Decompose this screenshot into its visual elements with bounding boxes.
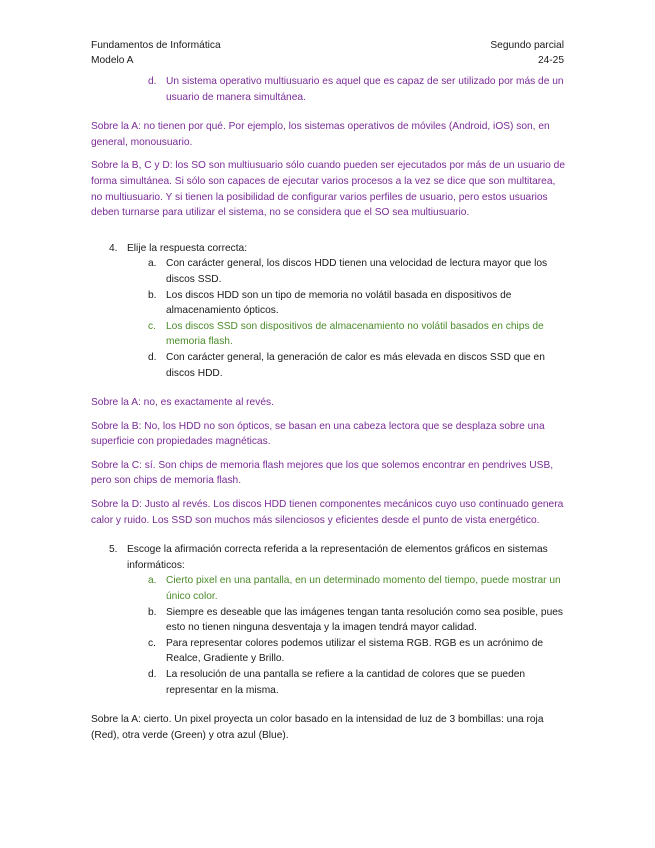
option-marker: d. bbox=[148, 351, 157, 363]
option-marker: d. bbox=[148, 76, 157, 87]
option-text: Cierto pixel en una pantalla, en un determinado momento del tiempo, puede mostrar un único color. bbox=[166, 575, 561, 603]
header-right bbox=[490, 38, 564, 68]
document-body bbox=[91, 74, 565, 743]
course-title: Fundamentos de Informática bbox=[91, 40, 221, 51]
q5-options bbox=[130, 573, 565, 698]
question-number: 5. bbox=[109, 544, 118, 556]
header-left bbox=[91, 38, 221, 68]
q5-option-d bbox=[148, 667, 565, 698]
q5-feedback-a: Sobre la A: cierto. Un pixel proyecta un color basado en la intensidad de luz de 3 bombillas: una roja (Red), otra verde (Green) y otra azul (Blue). bbox=[91, 714, 544, 741]
question-number: 4. bbox=[109, 242, 118, 254]
q3-option-d bbox=[148, 74, 565, 105]
option-marker: b. bbox=[148, 289, 157, 301]
question-prompt: Elije la respuesta correcta: bbox=[127, 242, 248, 254]
exam-model: Modelo A bbox=[91, 55, 134, 66]
option-text: Para representar colores podemos utilizar el sistema RGB. RGB es un acrónimo de Realce, Gradiente y Brillo. bbox=[166, 637, 544, 665]
q4-feedback-d: Sobre la D: Justo al revés. Los discos HDD tienen componentes mecánicos cuyo uso continuado genera calor y ruido. Los SSD son muchos más silenciosos y eficientes desde el punto de vista energético. bbox=[91, 499, 564, 526]
option-text: Con carácter general, los discos HDD tienen una velocidad de lectura mayor que los discos SSD. bbox=[166, 258, 548, 285]
question-prompt: Escoge la afirmación correcta referida a la representación de elementos gráficos en sistemas informáticos: bbox=[127, 544, 548, 571]
q4-options bbox=[130, 256, 565, 381]
option-marker: c. bbox=[148, 320, 156, 332]
exam-name: Segundo parcial bbox=[490, 40, 564, 51]
q4-option-c bbox=[148, 319, 565, 350]
q4-option-b bbox=[148, 288, 565, 319]
q5-option-b bbox=[148, 605, 565, 636]
q4-feedback-c: Sobre la C: sí. Son chips de memoria flash mejores que los que solemos encontrar en pendrives USB, pero son chips de memoria flash. bbox=[91, 459, 554, 487]
option-marker: c. bbox=[148, 637, 156, 649]
option-text: La resolución de una pantalla se refiere a la cantidad de colores que se pueden representar en la misma. bbox=[166, 669, 526, 696]
option-text: Los discos SSD son dispositivos de almacenamiento no volátil basados en chips de memoria flash. bbox=[166, 320, 544, 348]
option-marker: d. bbox=[148, 669, 157, 680]
q4-feedback-a: Sobre la A: no, es exactamente al revés. bbox=[91, 397, 274, 409]
q4-feedback-b: Sobre la B: No, los HDD no son ópticos, se basan en una cabeza lectora que se desplaza sobre una superficie con propiedades magnéticas. bbox=[91, 420, 545, 448]
option-text: Con carácter general, la generación de calor es más elevada en discos SSD que en discos HDD. bbox=[166, 351, 545, 379]
option-marker: a. bbox=[148, 258, 157, 270]
q4-option-d bbox=[148, 350, 565, 381]
academic-year: 24-25 bbox=[537, 55, 564, 66]
option-text: Siempre es deseable que las imágenes tengan tanta resolución como sea posible, pues esto no tienen ninguna desventaja y la imagen tendrá mayor calidad. bbox=[166, 606, 563, 634]
question-5 bbox=[109, 542, 565, 573]
option-text: Un sistema operativo multiusuario es aquel que es capaz de ser utilizado por más de un usuario de manera simultánea. bbox=[166, 76, 564, 103]
q3-feedback-bcd: Sobre la B, C y D: los SO son multiusuario sólo cuando pueden ser ejecutados por más de un usuario de forma simultánea. Si sólo son capaces de ejecutar varios procesos a la vez se dice que son multitarea, no multiusuario. Y si tienen la posibilidad de configurar varios perfiles de usuario, pero estos usuarios deben turnarse para utilizar el sistema, no se considera que el SO sea multiusuario. bbox=[91, 160, 565, 219]
option-marker: a. bbox=[148, 575, 157, 587]
q5-option-a bbox=[148, 573, 565, 604]
option-text: Los discos HDD son un tipo de memoria no volátil basada en dispositivos de almacenamiento ópticos. bbox=[166, 289, 512, 317]
q3-feedback-a: Sobre la A: no tienen por qué. Por ejemplo, los sistemas operativos de móviles (Android, iOS) son, en general, monousuario. bbox=[91, 121, 550, 148]
option-marker: b. bbox=[148, 606, 157, 618]
q4-option-a bbox=[148, 256, 565, 287]
question-4 bbox=[109, 241, 565, 257]
q5-option-c bbox=[148, 636, 565, 667]
